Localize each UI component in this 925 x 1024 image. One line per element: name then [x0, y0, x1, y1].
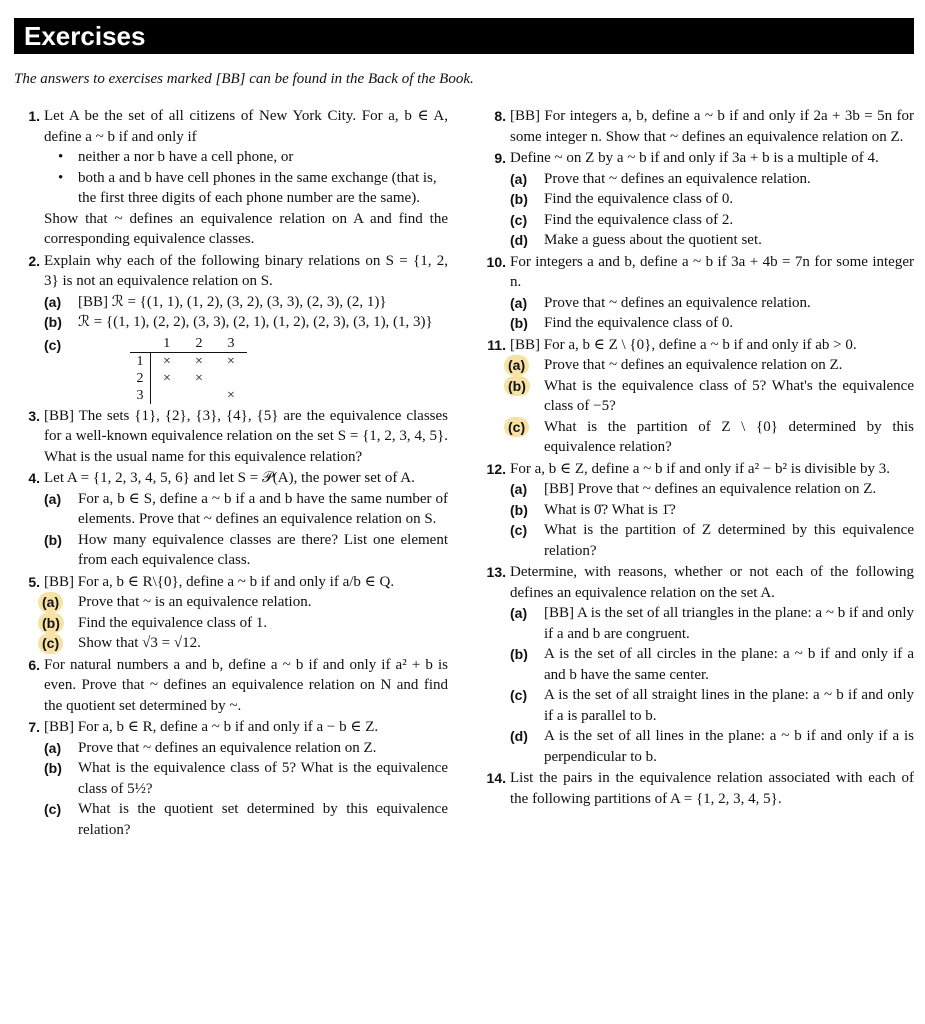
part-label: (b) [44, 314, 62, 330]
part-text: Prove that ~ defines an equivalence relation. [544, 170, 811, 187]
part-label-highlighted: (c) [38, 633, 63, 654]
exercise-part [510, 293, 914, 314]
exercise-part [510, 376, 914, 417]
exercise-text: Let A be the set of all citizens of New York City. For a, b ∈ A, define a ~ b if and only if [44, 108, 448, 145]
part-text: Prove that ~ defines an equivalence relation on Z. [544, 357, 843, 373]
exercise-number: 8. [494, 108, 506, 124]
part-label-highlighted: (c) [504, 417, 529, 438]
part-text: A is the set of all straight lines in the plane: a ~ b if and only if a is parallel to b. [544, 687, 914, 724]
part-text: Find the equivalence class of 0. [544, 191, 734, 207]
exercise-part [510, 520, 914, 561]
part-label: (b) [44, 760, 62, 776]
part-label-highlighted: (b) [504, 376, 530, 397]
part-label-highlighted: (b) [38, 613, 64, 634]
part-text: Prove that ~ is an equivalence relation. [78, 594, 312, 610]
exercise-6 [18, 655, 448, 717]
part-text: Show that √3 = √12. [78, 635, 201, 651]
part-label: (c) [510, 522, 528, 538]
exercise-8 [484, 106, 914, 147]
part-text: ℛ = {(1, 1), (2, 2), (3, 3), (2, 1), (1, 2), (2, 3), (3, 1), (1, 3)} [78, 314, 433, 330]
part-label: (a) [510, 170, 528, 187]
part-label: (a) [44, 293, 62, 310]
exercise-part [510, 685, 914, 726]
part-label: (c) [44, 801, 62, 817]
table-cell: × [163, 353, 171, 369]
column-header: 1 [151, 335, 184, 353]
exercise-text: [BB] For a, b ∈ R, define a ~ b if and only if a − b ∈ Z. [44, 719, 379, 735]
table-row [130, 352, 247, 370]
answers-note: The answers to exercises marked [BB] can be found in the Back of the Book. [14, 71, 474, 87]
exercise-number: 4. [28, 470, 40, 486]
exercise-number: 12. [486, 460, 506, 477]
exercise-part [510, 603, 914, 644]
part-label: (b) [510, 501, 528, 518]
section-header [14, 18, 914, 54]
row-header: 3 [130, 387, 151, 404]
part-text: For a, b ∈ S, define a ~ b if a and b have the same number of elements. Prove that ~ defines an equivalence relation on S. [78, 490, 448, 527]
exercise-number: 13. [486, 564, 506, 580]
row-header: 1 [130, 352, 151, 370]
part-text: What is the quotient set determined by this equivalence relation? [78, 801, 448, 838]
table-cell: × [227, 353, 235, 369]
part-label: (a) [44, 739, 62, 756]
section-title: Exercises [24, 21, 146, 51]
table-corner [130, 335, 151, 353]
exercise-part [44, 592, 448, 613]
exercise-text: [BB] For integers a, b, define a ~ b if and only if 2a + 3b = 5n for some integer n. Show that ~ defines an equivalence relation on Z. [510, 108, 914, 145]
part-text: How many equivalence classes are there? List one element from each equivalence class. [78, 531, 448, 568]
part-text: [BB] A is the set of all triangles in the plane: a ~ b if and only if a and b are congruent. [544, 605, 914, 642]
exercise-text: List the pairs in the equivalence relation associated with each of the following partitions of A = {1, 2, 3, 4, 5}. [510, 770, 914, 807]
part-label: (a) [510, 294, 528, 311]
part-label: (b) [510, 646, 528, 662]
exercise-12 [484, 459, 914, 562]
exercise-part [44, 489, 448, 530]
exercise-number: 11. [487, 336, 506, 353]
exercise-9 [484, 148, 914, 251]
part-label: (b) [510, 191, 528, 207]
table-row [130, 387, 247, 404]
part-label: (c) [510, 211, 528, 228]
exercise-number: 10. [486, 253, 506, 270]
part-text: What is 0̄? What is 1̄? [544, 501, 676, 518]
table-row [130, 370, 247, 387]
exercise-number: 2. [28, 252, 40, 269]
exercise-3 [18, 406, 448, 468]
part-label: (d) [510, 728, 528, 744]
exercise-text: Let A = {1, 2, 3, 4, 5, 6} and let S = 𝒫(A), the power set of A. [44, 470, 415, 486]
relation-table [130, 335, 247, 404]
exercise-part [510, 355, 914, 376]
part-text: A is the set of all circles in the plane: a ~ b if and only if a and b have the same center. [544, 646, 914, 683]
exercise-part [510, 726, 914, 767]
part-text: Prove that ~ defines an equivalence relation. [544, 294, 811, 311]
table-cell: × [195, 370, 203, 386]
exercise-7 [18, 717, 448, 840]
exercise-part [510, 210, 914, 231]
list-item: • neither a nor b have a cell phone, or [54, 147, 448, 168]
part-text: Make a guess about the quotient set. [544, 232, 762, 248]
part-text: Find the equivalence class of 1. [78, 614, 268, 631]
exercise-10 [484, 252, 914, 334]
exercise-number: 6. [28, 656, 40, 673]
part-text: What is the partition of Z determined by this equivalence relation? [544, 522, 914, 559]
exercise-text: For integers a and b, define a ~ b if 3a + 4b = 7n for some integer n. [510, 253, 914, 290]
part-text: [BB] ℛ = {(1, 1), (1, 2), (3, 2), (3, 3), (2, 3), (2, 1)} [78, 293, 387, 310]
exercise-part [510, 500, 914, 521]
exercise-text: Define ~ on Z by a ~ b if and only if 3a + b is a multiple of 4. [510, 150, 879, 166]
exercise-11 [484, 335, 914, 458]
table-cell: × [163, 370, 171, 386]
exercise-part [44, 633, 448, 654]
part-text: Prove that ~ defines an equivalence relation on Z. [78, 739, 377, 756]
exercise-number: 7. [28, 719, 40, 735]
exercise-text: Show that ~ defines an equivalence relation on A and find the corresponding equivalence classes. [44, 210, 448, 247]
exercise-part [510, 479, 914, 500]
exercise-part [510, 230, 914, 251]
exercise-5 [18, 572, 448, 654]
exercise-2 [18, 251, 448, 404]
row-header: 2 [130, 370, 151, 387]
exercise-number: 14. [486, 770, 506, 786]
exercise-part [44, 758, 448, 799]
exercise-text: Determine, with reasons, whether or not each of the following defines an equivalence relation on the set A. [510, 564, 914, 601]
exercise-text: [BB] For a, b ∈ Z \ {0}, define a ~ b if and only if ab > 0. [510, 336, 857, 353]
exercise-part [44, 799, 448, 840]
exercise-13 [484, 562, 914, 767]
part-text: A is the set of all lines in the plane: a ~ b if and only if a is perpendicular to b. [544, 728, 914, 765]
part-label: (b) [44, 531, 62, 548]
exercise-1 [18, 106, 448, 250]
part-text: Find the equivalence class of 2. [544, 211, 734, 228]
part-text: What is the equivalence class of 5? What is the equivalence class of 5½? [78, 760, 448, 797]
exercise-text: For natural numbers a and b, define a ~ b if and only if a² + b is even. Prove that ~ defines an equivalence relation on N and find the quotient set determined by ~. [44, 656, 448, 714]
exercise-part [44, 292, 448, 313]
table-cell: × [227, 387, 235, 403]
table-cell: × [195, 353, 203, 369]
column-header: 2 [183, 335, 215, 353]
table-cell [183, 387, 215, 404]
exercise-part [510, 644, 914, 685]
list-item: • both a and b have cell phones in the same exchange (that is, the first three digits of each phone number are the same). [54, 168, 448, 209]
exercise-number: 9. [494, 150, 506, 166]
exercise-number: 3. [28, 407, 40, 424]
right-column [484, 106, 914, 810]
part-text: What is the partition of Z \ {0} determined by this equivalence relation? [544, 418, 914, 455]
exercise-text: [BB] The sets {1}, {2}, {3}, {4}, {5} are the equivalence classes for a well-known equivalence relation on the set S = {1, 2, 3, 4, 5}. What is the usual name for this equivalence relation? [44, 407, 448, 465]
exercise-part [510, 313, 914, 334]
table-cell [215, 370, 247, 387]
part-text: Find the equivalence class of 0. [544, 315, 734, 331]
part-label: (d) [510, 232, 528, 248]
part-text: [BB] Prove that ~ defines an equivalence relation on Z. [544, 481, 877, 497]
part-label: (c) [510, 687, 528, 703]
exercise-part [44, 312, 448, 333]
exercise-number: 1. [28, 108, 40, 124]
part-label: (a) [510, 481, 528, 497]
exercise-part [510, 169, 914, 190]
part-label: (a) [44, 490, 62, 507]
part-label: (b) [510, 315, 528, 331]
part-label-highlighted: (a) [504, 355, 529, 376]
exercise-14 [484, 768, 914, 809]
exercise-text: For a, b ∈ Z, define a ~ b if and only if a² − b² is divisible by 3. [510, 460, 890, 477]
exercise-text: Explain why each of the following binary relations on S = {1, 2, 3} is not an equivalence relation on S. [44, 252, 448, 289]
left-column [18, 106, 448, 841]
part-label: (a) [510, 605, 528, 621]
exercise-4 [18, 468, 448, 571]
column-header: 3 [215, 335, 247, 353]
exercise-number: 5. [28, 573, 40, 590]
exercise-part [44, 613, 448, 634]
table-cell [151, 387, 184, 404]
exercise-text: [BB] For a, b ∈ R\{0}, define a ~ b if and only if a/b ∈ Q. [44, 573, 395, 590]
exercise-part [510, 189, 914, 210]
exercise-part [44, 738, 448, 759]
exercise-part [44, 335, 448, 404]
part-text: What is the equivalence class of 5? What's the equivalence class of −5? [544, 377, 914, 414]
exercise-part [44, 530, 448, 571]
part-label-highlighted: (a) [38, 592, 63, 613]
exercise-part [510, 417, 914, 458]
bullet-list [44, 147, 448, 209]
part-label: (c) [44, 336, 62, 353]
